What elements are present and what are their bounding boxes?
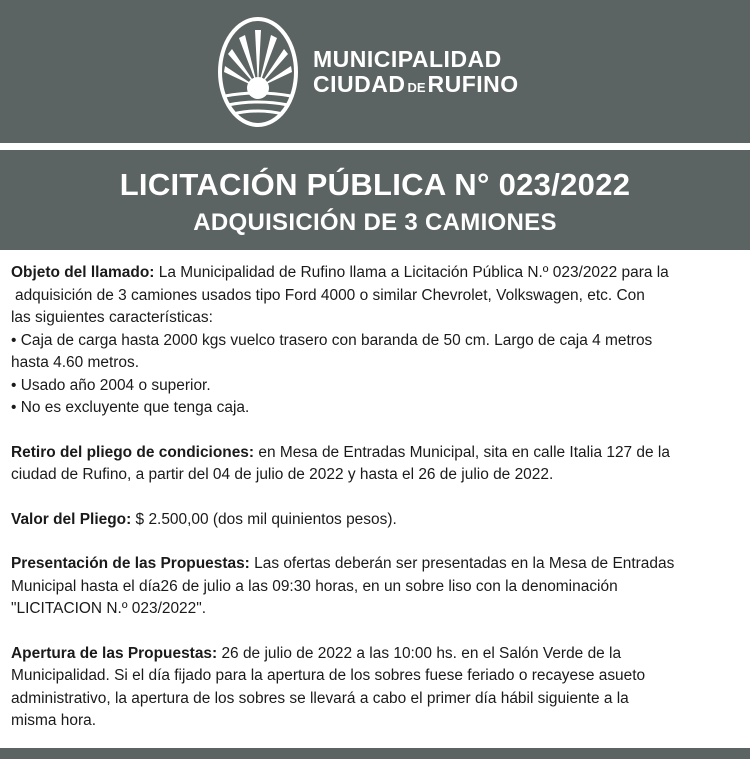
municipal-seal-icon — [217, 16, 299, 128]
header-divider — [0, 143, 750, 150]
page-subtitle: ADQUISICIÓN DE 3 CAMIONES — [193, 209, 557, 236]
apertura-label: Apertura de las Propuestas: — [11, 644, 218, 662]
bullet-caja: • Caja de carga hasta 2000 kgs vuelco trasero con baranda de 50 cm. Largo de caja 4 metros — [11, 331, 653, 349]
retiro-text-2: ciudad de Rufino, a partir del 04 de julio de 2022 y hasta el 26 de julio de 2022. — [11, 466, 554, 483]
title-band — [0, 150, 750, 250]
brand-name-line2 — [313, 73, 519, 96]
document-body — [11, 262, 741, 755]
brand-city-word: CIUDAD — [313, 71, 406, 97]
brand-name-line1: MUNICIPALIDAD — [313, 46, 502, 72]
presentacion-text-2: Municipal hasta el día26 de julio a las 09:30 horas, en un sobre liso con la denominación — [11, 577, 618, 595]
bullet-usado: • Usado año 2004 o superior. — [11, 376, 211, 394]
apertura-text-3: administrativo, la apertura de los sobres se llevará a cabo el primer día hábil siguiente a la — [11, 689, 629, 707]
section-objeto — [11, 262, 741, 420]
retiro-text-1: en Mesa de Entradas Municipal, sita en calle Italia 127 de la — [254, 443, 670, 461]
bullet-caja-cont: hasta 4.60 metros. — [11, 354, 140, 371]
objeto-text-3: las siguientes características: — [11, 309, 213, 326]
brand-de-word: DE — [407, 80, 426, 95]
apertura-text-4: misma hora. — [11, 712, 97, 729]
presentacion-text-3: "LICITACION N.º 023/2022". — [11, 600, 207, 617]
presentacion-label: Presentación de las Propuestas: — [11, 555, 250, 572]
valor-label: Valor del Pliego: — [11, 510, 132, 528]
section-presentacion — [11, 553, 741, 621]
presentacion-text-1: Las ofertas deberán ser presentadas en la Mesa de Entradas — [249, 555, 675, 572]
section-valor — [11, 509, 741, 532]
page-title: LICITACIÓN PÚBLICA N° 023/2022 — [119, 167, 631, 202]
valor-text: $ 2.500,00 (dos mil quinientos pesos). — [131, 510, 397, 528]
section-apertura — [11, 643, 741, 733]
bullet-excluyente: • No es excluyente que tenga caja. — [11, 399, 250, 416]
brand-rufino-word: RUFINO — [427, 71, 519, 97]
objeto-text-2: adquisición de 3 camiones usados tipo Ford 4000 o similar Chevrolet, Volkswagen, etc. Con — [14, 286, 645, 304]
apertura-text-1: 26 de julio de 2022 a las 10:00 hs. en el Salón Verde de la — [217, 644, 622, 662]
objeto-text-1: La Municipalidad de Rufino llama a Licitación Pública N.º 023/2022 para la — [154, 264, 669, 281]
header-band — [0, 0, 750, 143]
retiro-label: Retiro del pliego de condiciones: — [11, 443, 255, 461]
apertura-text-2: Municipalidad. Si el día fijado para la apertura de los sobres fuese feriado o recayese asueto — [11, 667, 646, 684]
municipality-brand — [217, 15, 519, 129]
brand-text — [313, 48, 519, 96]
objeto-label: Objeto del llamado: — [11, 264, 155, 281]
footer-band — [0, 748, 750, 759]
section-retiro — [11, 442, 741, 487]
